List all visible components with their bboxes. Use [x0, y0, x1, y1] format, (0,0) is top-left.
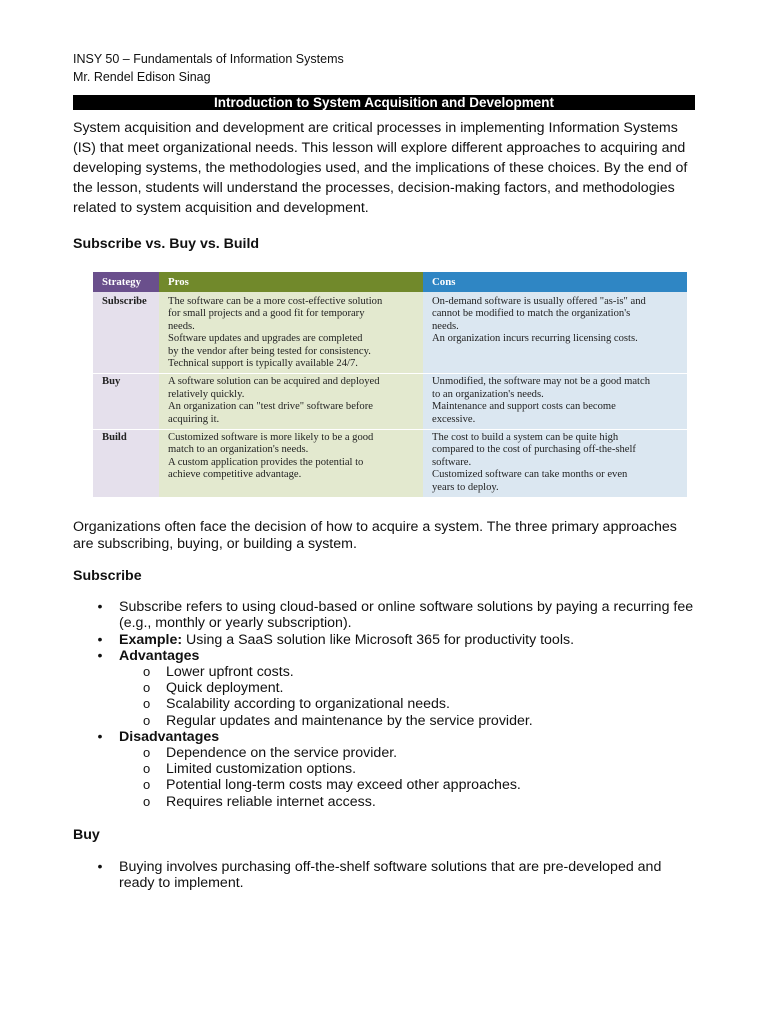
- advantage-text: Quick deployment.: [166, 680, 284, 697]
- pros-cell: [159, 430, 423, 498]
- buy-heading: Buy: [73, 826, 100, 843]
- table-row-buy: [93, 374, 687, 430]
- pros-line: The software can be a more cost-effective solution: [168, 296, 383, 307]
- cons-line: On-demand software is usually offered "as-is" and: [432, 296, 646, 307]
- disadvantages-list: [119, 745, 695, 810]
- strategy-cell: Subscribe: [93, 292, 159, 374]
- header-pros: Pros: [159, 272, 423, 292]
- bullet-icon: •: [97, 858, 103, 875]
- cons-line: excessive.: [432, 413, 476, 425]
- sub-bullet-icon: o: [143, 663, 151, 679]
- pros-line: relatively quickly.: [168, 388, 245, 400]
- pros-line: by the vendor after being tested for consistency.: [168, 345, 371, 357]
- list-item: [119, 713, 695, 729]
- sub-bullet-icon: o: [143, 777, 151, 793]
- comparison-heading: Subscribe vs. Buy vs. Build: [73, 236, 260, 252]
- lesson-title: Introduction to System Acquisition and Development: [73, 95, 695, 110]
- advantages-label: Advantages: [119, 647, 200, 664]
- list-item: [73, 729, 695, 810]
- cons-line: Maintenance and support costs can become: [432, 401, 616, 413]
- cons-line: cannot be modified to match the organization's: [432, 308, 631, 320]
- list-item: [119, 745, 695, 761]
- cons-cell: [423, 430, 687, 498]
- pros-line: A software solution can be acquired and deployed: [168, 376, 380, 388]
- pros-line: A custom application provides the potential to: [168, 456, 364, 468]
- subscribe-definition: Subscribe refers to using cloud-based or online software solutions by paying a recurring fee (e.g., monthly or yearly subscription).: [119, 599, 694, 632]
- list-item: [73, 599, 695, 631]
- document-page: [73, 50, 695, 891]
- strategy-table-wrapper: [93, 272, 687, 497]
- cons-line: software.: [432, 456, 472, 468]
- bullet-icon: •: [97, 647, 103, 664]
- sub-bullet-icon: o: [143, 761, 151, 777]
- pros-line: Software updates and upgrades are completed: [168, 333, 363, 345]
- strategy-cell: Buy: [93, 374, 159, 430]
- pros-line: match to an organization's needs.: [168, 444, 309, 456]
- cons-cell: [423, 374, 687, 430]
- pros-line: achieve competitive advantage.: [168, 469, 302, 481]
- pros-cell: [159, 374, 423, 430]
- list-item: [119, 777, 695, 793]
- cons-line: Unmodified, the software may not be a good match: [432, 376, 650, 388]
- header-cons: Cons: [423, 272, 687, 292]
- cons-line: Customized software can take months or even: [432, 469, 628, 481]
- cons-line: The cost to build a system can be quite high: [432, 432, 619, 444]
- advantage-text: Scalability according to organizational needs.: [166, 696, 450, 713]
- table-row-subscribe: [93, 292, 687, 374]
- example-text: Using a SaaS solution like Microsoft 365 for productivity tools.: [182, 631, 575, 648]
- list-item: [73, 648, 695, 729]
- cons-line: years to deploy.: [432, 481, 499, 493]
- list-item: [119, 696, 695, 712]
- sub-bullet-icon: o: [143, 680, 151, 696]
- strategy-cell: Build: [93, 430, 159, 498]
- list-item: [119, 680, 695, 696]
- bullet-icon: •: [97, 728, 103, 745]
- pros-line: Customized software is more likely to be a good: [168, 432, 374, 444]
- sub-bullet-icon: o: [143, 744, 151, 760]
- pros-line: Technical support is typically available 24/7.: [168, 358, 358, 370]
- advantage-text: Lower upfront costs.: [166, 663, 294, 680]
- list-item: [73, 859, 695, 891]
- list-item: [119, 761, 695, 777]
- strategy-comparison-table: [93, 272, 687, 497]
- sub-bullet-icon: o: [143, 696, 151, 712]
- disadvantage-text: Requires reliable internet access.: [166, 793, 376, 810]
- decision-paragraph: Organizations often face the decision of how to acquire a system. The three primary approaches are subscribing, buying, or building a system.: [73, 519, 677, 552]
- pros-line: acquiring it.: [168, 413, 220, 425]
- disadvantage-text: Limited customization options.: [166, 761, 357, 778]
- list-item: [73, 632, 695, 648]
- pros-line: for small projects and a good fit for temporary: [168, 308, 365, 320]
- buy-definition: Buying involves purchasing off-the-shelf software solutions that are pre-developed and ready to implement.: [119, 858, 662, 891]
- sub-bullet-icon: o: [143, 712, 151, 728]
- course-line: INSY 50 – Fundamentals of Information Systems: [73, 52, 344, 66]
- list-item: [119, 794, 695, 810]
- disadvantage-text: Dependence on the service provider.: [166, 744, 398, 761]
- example-label: Example:: [119, 631, 183, 648]
- pros-line: needs.: [168, 320, 195, 332]
- cons-line: An organization incurs recurring licensing costs.: [432, 333, 638, 345]
- sub-bullet-icon: o: [143, 793, 151, 809]
- disadvantages-label: Disadvantages: [119, 728, 220, 745]
- cons-line: compared to the cost of purchasing off-the-shelf: [432, 444, 636, 456]
- cons-line: to an organization's needs.: [432, 388, 544, 400]
- cons-cell: [423, 292, 687, 374]
- buy-list: [73, 859, 695, 891]
- pros-cell: [159, 292, 423, 374]
- advantages-list: [119, 664, 695, 729]
- subscribe-heading: Subscribe: [73, 568, 142, 585]
- advantage-text: Regular updates and maintenance by the service provider.: [166, 712, 533, 729]
- header-strategy: Strategy: [93, 272, 159, 292]
- bullet-icon: •: [97, 631, 103, 648]
- intro-paragraph: System acquisition and development are critical processes in implementing Information Systems (IS) that meet organizational needs. This lesson will explore different approaches to acquiring and developing systems, the methodologies used, and the implications of these choices. By the end of the lesson, students will understand the processes, decision-making factors, and methodologies related to system acquisition and development.: [73, 120, 688, 216]
- instructor-line: Mr. Rendel Edison Sinag: [73, 70, 211, 84]
- list-item: [119, 664, 695, 680]
- cons-line: needs.: [432, 320, 459, 332]
- table-header-row: [93, 272, 687, 292]
- subscribe-list: [73, 599, 695, 810]
- disadvantage-text: Potential long-term costs may exceed other approaches.: [166, 777, 521, 794]
- bullet-icon: •: [97, 599, 103, 616]
- pros-line: An organization can "test drive" software before: [168, 401, 373, 413]
- table-row-build: [93, 430, 687, 498]
